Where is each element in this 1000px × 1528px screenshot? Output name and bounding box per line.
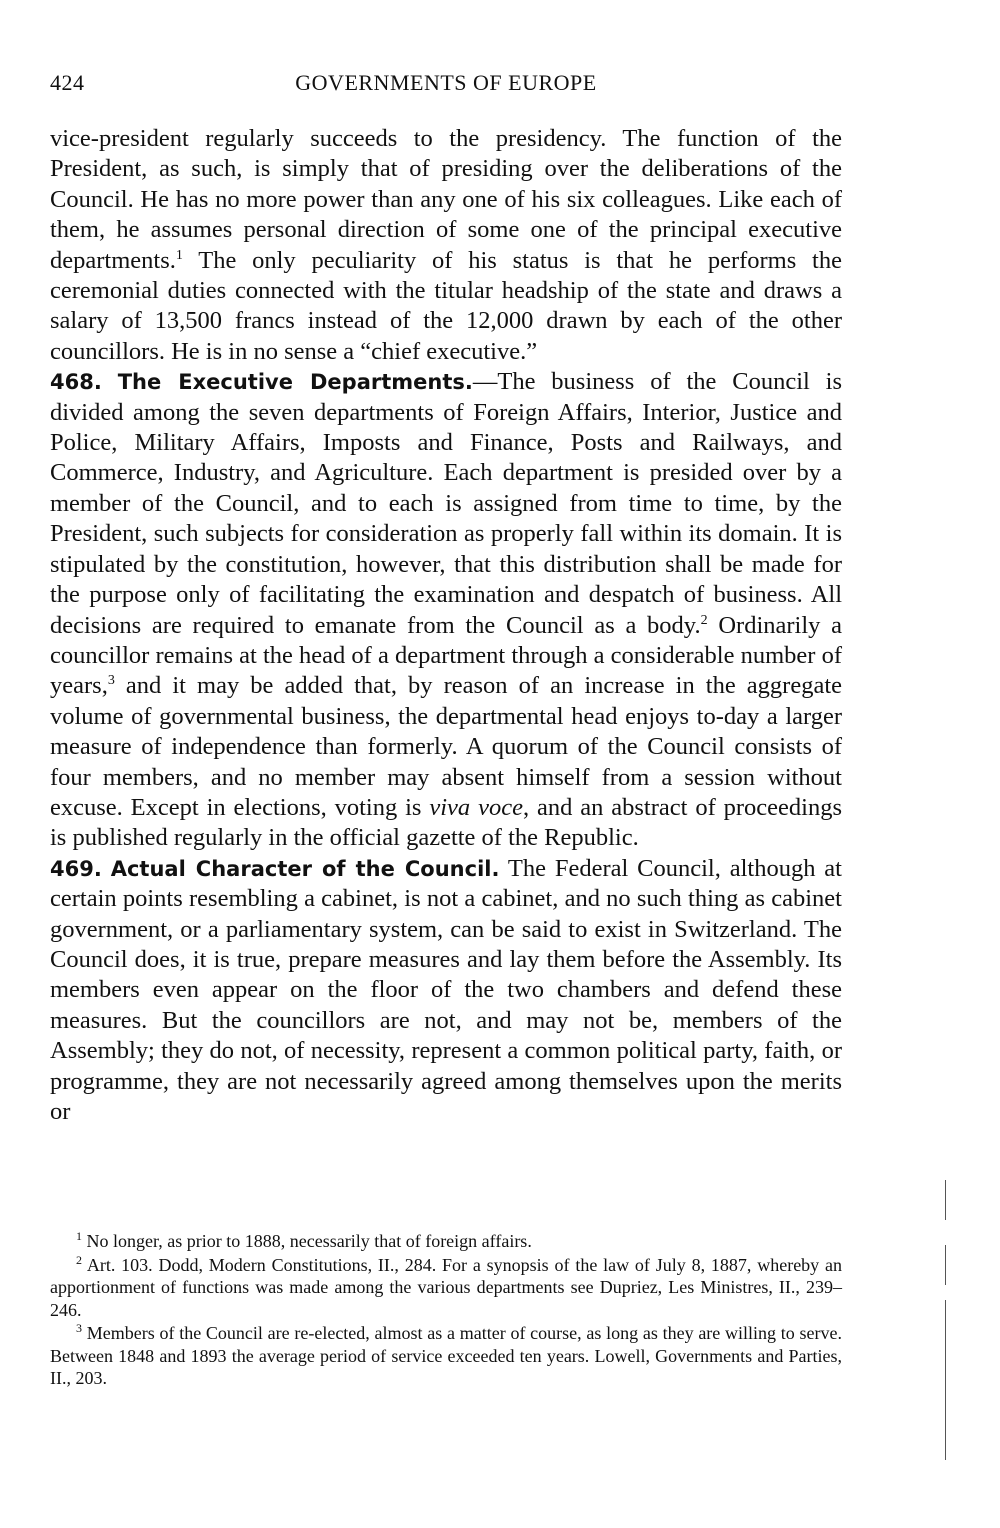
footnote-mark: 2 bbox=[76, 1252, 82, 1267]
footnote-text: No longer, as prior to 1888, necessarily that of foreign affairs. bbox=[82, 1231, 532, 1251]
italic-term: viva voce bbox=[429, 793, 523, 821]
paragraph-text: , and an abstract of proceedings is published regularly in the official gazette of the Republic. bbox=[50, 793, 842, 852]
body-text bbox=[50, 124, 842, 1127]
paragraph-469 bbox=[50, 854, 842, 1128]
scan-margin-mark bbox=[945, 1300, 946, 1460]
paragraph-text: Ordinarily a councillor remains at the head of a department through a considerable number of years, bbox=[50, 611, 842, 700]
paragraph-1 bbox=[50, 124, 842, 367]
footnote-1 bbox=[50, 1230, 842, 1253]
section-number: 469. bbox=[50, 856, 102, 881]
paragraph-text: vice-president regularly succeeds to the presidency. The function of the President, as such, is simply that of presiding over the deliberations of the Council. He has no more power than any one of his six colleagues. Like each of them, he assumes personal direction of some one of the principal executive departments. bbox=[50, 125, 842, 274]
footnote-ref-2: 2 bbox=[700, 612, 708, 628]
paragraph-text: The only peculiarity of his status is that he performs the ceremonial duties connected with the titular headship of the state and draws a salary of 13,500 francs instead of the 12,000 drawn by each of the other councillors. He is in no sense a “chief executive.” bbox=[50, 246, 842, 365]
scan-margin-mark bbox=[945, 1180, 946, 1220]
page-number: 424 bbox=[50, 70, 85, 95]
footnote-text: Members of the Council are re-elected, almost as a matter of course, as long as they are willing to serve. Between 1848 and 1893 the average period of service exceeded ten years. Lowell, Governments and Parties, II., 203. bbox=[50, 1323, 842, 1388]
section-heading: The Executive Departments. bbox=[117, 370, 473, 395]
paragraph-text: and it may be added that, by reason of an increase in the aggregate volume of governmental business, the departmental head enjoys to-day a larger measure of independence than formerly. A quorum of the Council consists of four members, and no member may absent himself from a session without excuse. Except in elections, voting is bbox=[50, 672, 842, 821]
footnotes bbox=[50, 1230, 842, 1391]
paragraph-468 bbox=[50, 367, 842, 854]
paragraph-text: The Federal Council, although at certain points resembling a cabinet, is not a cabinet, and no such thing as cabinet government, or a parliamentary system, can be said to exist in Switzerland. The Council does, it is true, prepare measures and lay them before the Assembly. Its members even appear on the floor of the two chambers and defend these measures. But the councillors are not, and may not be, members of the Assembly; they do not, of necessity, represent a common political party, faith, or programme, they are not necessarily agreed among themselves upon the merits or bbox=[50, 854, 842, 1125]
running-title: GOVERNMENTS OF EUROPE bbox=[295, 70, 597, 95]
paragraph-text: —The business of the Council is divided among the seven departments of Foreign Affairs, Interior, Justice and Police, Military Affairs, Imposts and Finance, Posts and Railways, and Commerce, Industry, and Agriculture. Each department is presided over by a member of the Council, and to each is assigned from time to time, by the President, such subjects for consideration as properly fall within its domain. It is stipulated by the constitution, however, that this distribution shall be made for the purpose only of facilitating the examination and despatch of business. All decisions are required to emanate from the Council as a body. bbox=[50, 368, 843, 639]
footnote-2 bbox=[50, 1254, 842, 1322]
footnote-text: Art. 103. Dodd, Modern Constitutions, II., 284. For a synopsis of the law of July 8, 1887, whereby an apportionment of functions was made among the various departments see Dupriez, Les Ministres, II., 239–246. bbox=[50, 1254, 842, 1320]
footnote-ref-3: 3 bbox=[107, 673, 115, 689]
section-number: 468. bbox=[50, 370, 102, 395]
scan-margin-mark bbox=[945, 1245, 946, 1285]
footnote-mark: 1 bbox=[76, 1229, 82, 1243]
footnote-ref-1: 1 bbox=[175, 247, 183, 263]
section-heading: Actual Character of the Council. bbox=[110, 856, 500, 881]
footnote-3 bbox=[50, 1322, 842, 1390]
page-header bbox=[50, 70, 842, 104]
footnote-mark: 3 bbox=[76, 1321, 82, 1335]
